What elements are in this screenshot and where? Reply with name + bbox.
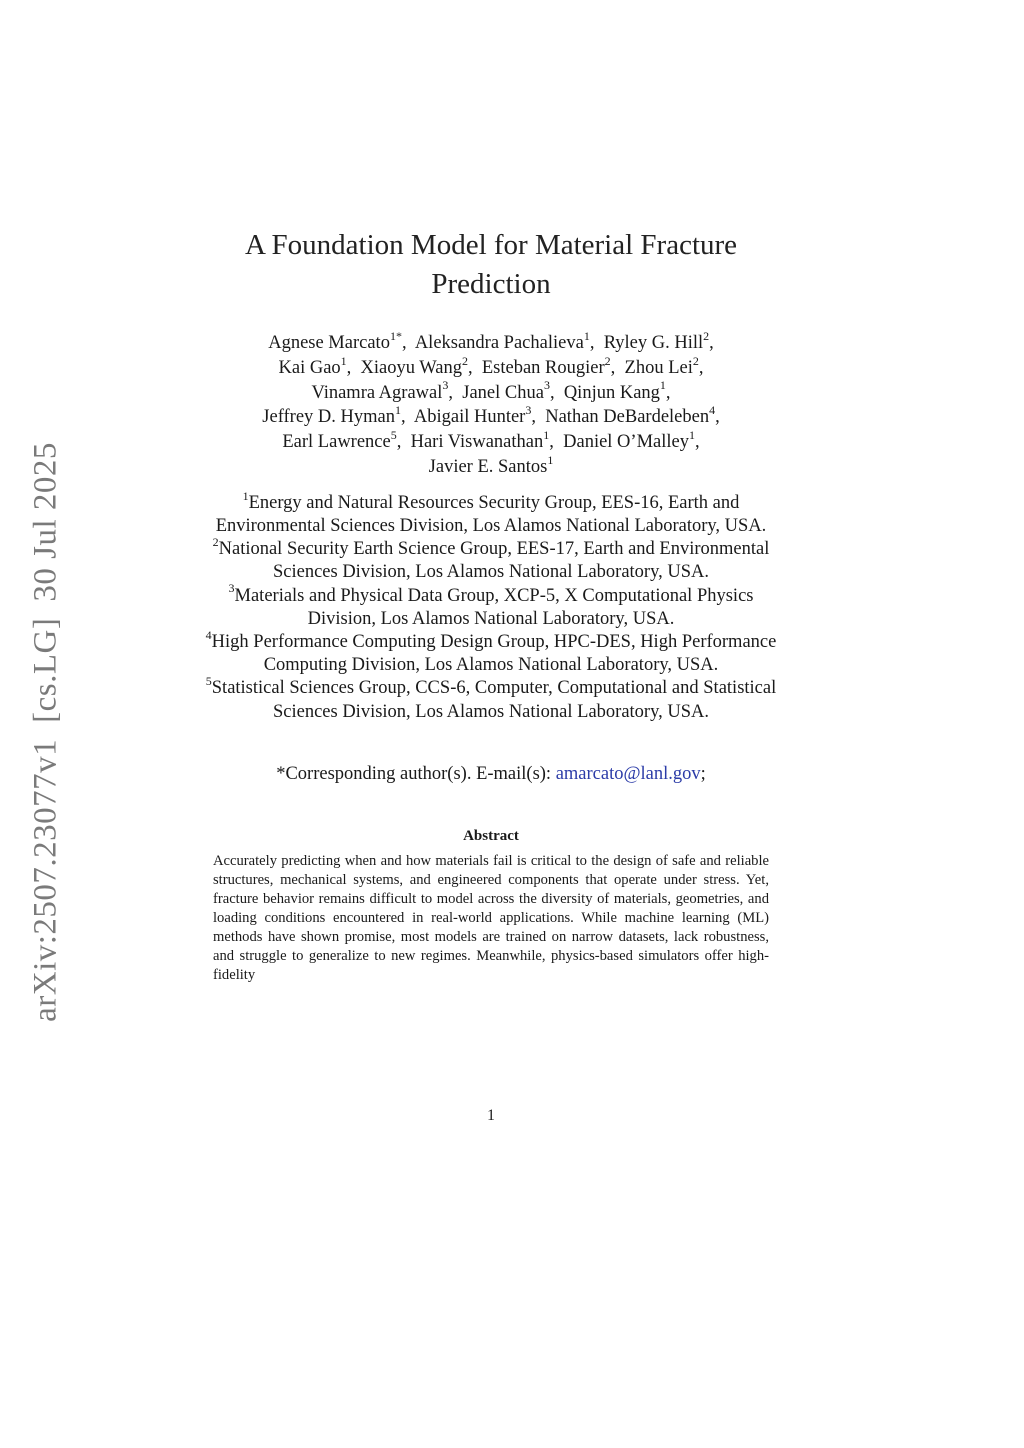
paper-title: A Foundation Model for Material Fracture Prediction: [244, 229, 738, 300]
author: Ryley G. Hill$^2$,: [603, 328, 714, 353]
author: Hari Viswanathan$^1$,: [410, 428, 554, 453]
abstract-text: Accurately predicting when and how materials fail is critical to the design of safe and reliable structures, mechanical systems, and engineered components that operate under stress. Yet, fracture behavior remains difficult to model across the diversity of materials, geometries, and loading conditions encountered in real-world applications. While machine learning (ML) methods have shown promise, most models are trained on narrow datasets, lack robustness, and struggle to generalize to new regimes. Meanwhile, physics-based simulators offer high-fidelity: [213, 852, 769, 983]
author: Janel Chua$^3$,: [462, 378, 555, 403]
email-link[interactable]: amarcato@lanl.gov: [555, 763, 701, 784]
corresponding-author-line: [200, 762, 782, 786]
author: Esteban Rougier$^2$,: [481, 353, 616, 378]
affiliation: $^5$Statistical Sciences Group, CCS-6, Computer, Computational and Statistical Sciences Division, Los Alamos National Laboratory, USA.: [205, 674, 777, 722]
affiliation: $^3$Materials and Physical Data Group, XCP-5, X Computational Physics Division, Los Alamos National Laboratory, USA.: [228, 581, 754, 629]
author: Vinamra Agrawal$^3$,: [311, 378, 453, 403]
abstract-heading: Abstract: [463, 827, 519, 844]
corresponding-suffix: ;: [700, 763, 706, 784]
author: Xiaoyu Wang$^2$,: [360, 353, 473, 378]
author: Daniel O’Malley$^1$,: [563, 428, 700, 453]
author-list: [200, 328, 782, 480]
arxiv-date: 30 Jul 2025: [27, 442, 64, 602]
affiliation: $^1$Energy and Natural Resources Security Group, EES-16, Earth and Environmental Sciences Division, Los Alamos National Laboratory, USA.: [215, 488, 767, 536]
author: Nathan DeBardeleben$^4$,: [545, 403, 720, 428]
arxiv-category: [cs.LG]: [27, 617, 64, 723]
affiliation: $^4$High Performance Computing Design Group, HPC-DES, High Performance Computing Division, Los Alamos National Laboratory, USA.: [205, 627, 777, 676]
arxiv-id: arXiv:2507.23077v1: [27, 738, 64, 1022]
author: Kai Gao$^1$,: [278, 353, 352, 378]
arxiv-identifier-stamp: [28, 426, 65, 1022]
author: Javier E. Santos$^1$: [428, 452, 554, 477]
author: Zhou Lei$^2$,: [624, 353, 704, 378]
author: Agnese Marcato$^{1*}$,: [268, 328, 407, 353]
author: Abigail Hunter$^3$,: [413, 403, 536, 428]
paper-front-matter: [200, 226, 782, 985]
author: Earl Lawrence$^5$,: [282, 428, 402, 453]
author: Qinjun Kang$^1$,: [563, 378, 671, 403]
affiliation: $^2$National Security Earth Science Group, EES-17, Earth and Environmental Sciences Division, Los Alamos National Laboratory, USA.: [212, 535, 770, 583]
corresponding-label: *Corresponding author(s). E-mail(s):: [276, 763, 552, 784]
affiliation-list: [200, 488, 782, 724]
author: Aleksandra Pachalieva$^1$,: [414, 328, 595, 353]
author: Jeffrey D. Hyman$^1$,: [262, 403, 406, 428]
page-number: 1: [487, 1107, 495, 1124]
